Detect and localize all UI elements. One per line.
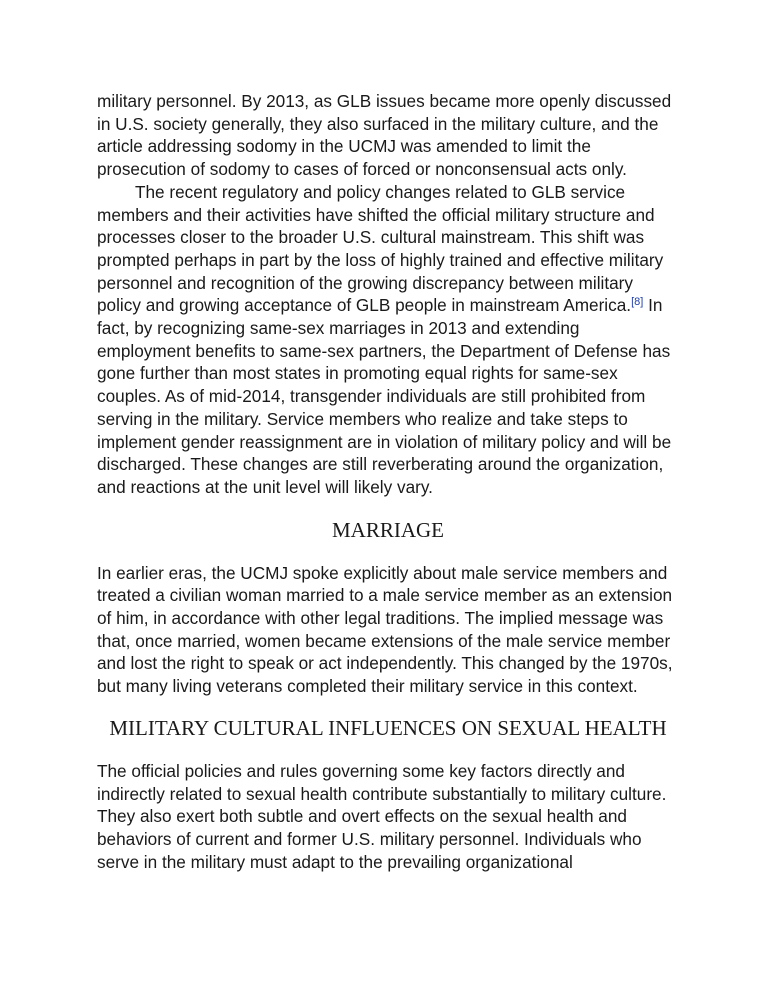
paragraph-sodomy-amendment: military personnel. By 2013, as GLB issues became more openly discussed in U.S. society generally, they also surfaced in the military culture, and the article addressing sodomy in the UCMJ was amended to limit the prosecution of sodomy to cases of forced or nonconsensual acts only. — [97, 91, 672, 180]
paragraph-sexual-health: The official policies and rules governing some key factors directly and indirectly related to sexual health contribute substantially to military culture. They also exert both subtle and overt effects on the sexual health and behaviors of current and former U.S. military personnel. Individuals who serve in the military must adapt to the prevailing organizational — [97, 760, 667, 872]
paragraph-policy-changes — [97, 181, 677, 499]
paragraph-text: The recent regulatory and policy changes related to GLB service members and their activities have shifted the official military structure and processes closer to the broader U.S. cultural mainstream. This shift was prompted perhaps in part by the loss of highly trained and effective military personnel and recognition of the growing discrepancy between military policy and growing acceptance of GLB people in mainstream America. — [97, 181, 664, 316]
paragraph-marriage: In earlier eras, the UCMJ spoke explicitly about male service members and treated a civilian woman married to a male service member as an extension of him, in accordance with other legal traditions. The implied message was that, once married, women became extensions of the male service member and lost the right to speak or act independently. This changed by the 1970s, but many living veterans completed their military service in this context. — [97, 562, 673, 697]
document-page — [97, 90, 677, 873]
reference-link-8[interactable]: [8] — [631, 296, 644, 309]
paragraph-text-continued: In fact, by recognizing same-sex marriages in 2013 and extending employment benefits to same-sex partners, the Department of Defense has gone further than most states in promoting equal rights for same-sex couples. As of mid-2014, transgender individuals are still prohibited from serving in the military. Service members who realize and take steps to implement gender reassignment are in violation of military policy and will be discharged. These changes are still reverberating around the organization, and reactions at the unit level will likely vary. — [97, 295, 672, 497]
section-heading-sexual-health: MILITARY CULTURAL INFLUENCES ON SEXUAL HEALTH — [109, 715, 667, 740]
section-heading-marriage: MARRIAGE — [331, 517, 444, 542]
